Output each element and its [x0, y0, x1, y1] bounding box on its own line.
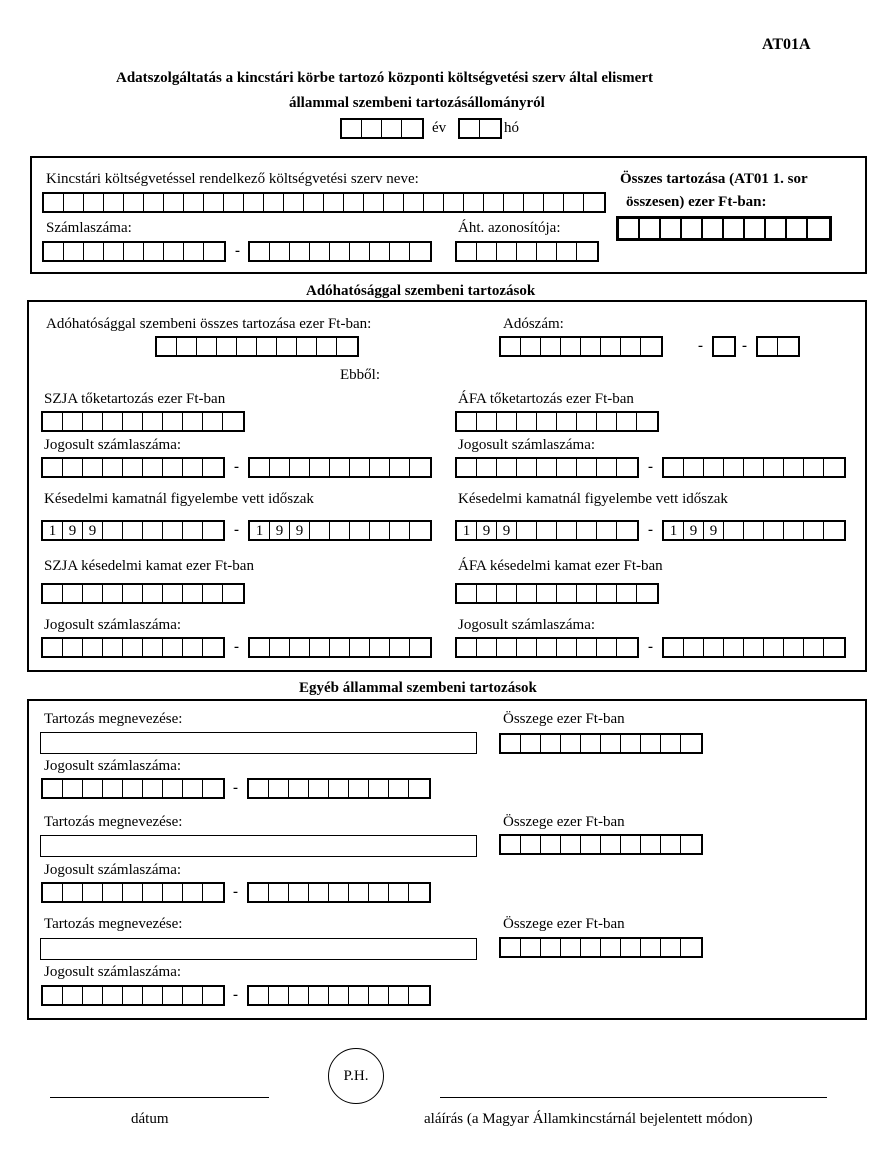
aht-label: Áht. azonosítója:	[458, 220, 561, 236]
debt-name-label: Tartozás megnevezése:	[44, 814, 183, 830]
tax-id-part1[interactable]	[499, 336, 663, 357]
beneficiary-account-part2[interactable]	[247, 778, 431, 799]
tax-id-part3[interactable]	[756, 336, 800, 357]
afa-beneficiary-label: Jogosult számlaszáma:	[458, 437, 596, 453]
other-section-heading: Egyéb állammal szembeni tartozások	[299, 680, 537, 696]
year-prefix-digit: 9	[83, 522, 103, 539]
month-field[interactable]	[458, 118, 502, 139]
afa-interest-label: ÁFA késedelmi kamat ezer Ft-ban	[458, 558, 663, 574]
tax-id-part2[interactable]	[712, 336, 736, 357]
beneficiary-account-part1[interactable]	[41, 882, 225, 903]
year-prefix-digit: 1	[250, 522, 270, 539]
signature-label: aláírás (a Magyar Államkincstárnál bejelentett módon)	[424, 1111, 753, 1127]
afa-principal-field[interactable]	[455, 411, 659, 432]
debt-name-label: Tartozás megnevezése:	[44, 916, 183, 932]
total-debt-label-2: összesen) ezer Ft-ban:	[626, 194, 767, 210]
szja-period-to[interactable]	[248, 520, 432, 541]
beneficiary-label: Jogosult számlaszáma:	[44, 964, 182, 980]
tax-id-label: Adószám:	[503, 316, 564, 332]
year-prefix-digit: 9	[704, 522, 724, 539]
tax-section-heading: Adóhatósággal szembeni tartozások	[306, 283, 536, 299]
year-prefix-digit: 9	[477, 522, 497, 539]
aht-field[interactable]	[455, 241, 599, 262]
month-label: hó	[504, 120, 519, 136]
afa-interest-beneficiary-label: Jogosult számlaszáma:	[458, 617, 596, 633]
afa-late-period-label: Késedelmi kamatnál figyelembe vett időszak	[458, 491, 728, 507]
dash: -	[234, 522, 239, 538]
amount-label: Összege ezer Ft-ban	[503, 916, 625, 932]
tax-total-field[interactable]	[155, 336, 359, 357]
year-label: év	[432, 120, 447, 136]
year-prefix-digit: 1	[43, 522, 63, 539]
page-title-line2: állammal szembeni tartozásállományról	[289, 95, 545, 111]
dash: -	[648, 522, 653, 538]
szja-interest-account-part1[interactable]	[41, 637, 225, 658]
szja-interest-label: SZJA késedelmi kamat ezer Ft-ban	[44, 558, 254, 574]
year-prefix-digit: 9	[290, 522, 310, 539]
year-prefix-digit: 9	[497, 522, 517, 539]
year-field[interactable]	[340, 118, 424, 139]
szja-interest-account-part2[interactable]	[248, 637, 432, 658]
date-label: dátum	[131, 1111, 169, 1127]
account-label: Számlaszáma:	[46, 220, 132, 236]
afa-period-from[interactable]	[455, 520, 639, 541]
year-prefix-digit: 1	[664, 522, 684, 539]
amount-field[interactable]	[499, 733, 703, 754]
debt-name-field[interactable]	[40, 835, 477, 857]
dash: -	[648, 459, 653, 475]
total-debt-field[interactable]	[616, 216, 832, 241]
total-debt-label-1: Összes tartozása (AT01 1. sor	[620, 171, 808, 187]
szja-interest-beneficiary-label: Jogosult számlaszáma:	[44, 617, 182, 633]
szja-interest-field[interactable]	[41, 583, 245, 604]
szja-account-part1[interactable]	[41, 457, 225, 478]
org-name-field[interactable]	[42, 192, 606, 213]
year-prefix-digit: 9	[684, 522, 704, 539]
dash: -	[235, 243, 240, 259]
tax-total-label: Adóhatósággal szembeni összes tartozása ezer Ft-ban:	[46, 316, 372, 332]
szja-period-from[interactable]	[41, 520, 225, 541]
year-prefix-digit: 1	[457, 522, 477, 539]
afa-interest-account-part1[interactable]	[455, 637, 639, 658]
dash: -	[234, 459, 239, 475]
date-line[interactable]	[50, 1097, 269, 1098]
amount-field[interactable]	[499, 937, 703, 958]
afa-period-to[interactable]	[662, 520, 846, 541]
debt-name-field[interactable]	[40, 938, 477, 960]
of-which-label: Ebből:	[340, 367, 380, 383]
amount-label: Összege ezer Ft-ban	[503, 814, 625, 830]
afa-interest-field[interactable]	[455, 583, 659, 604]
szja-late-period-label: Késedelmi kamatnál figyelembe vett időszak	[44, 491, 314, 507]
account-field-part1[interactable]	[42, 241, 226, 262]
dash: -	[648, 639, 653, 655]
beneficiary-account-part2[interactable]	[247, 985, 431, 1006]
beneficiary-label: Jogosult számlaszáma:	[44, 758, 182, 774]
account-field-part2[interactable]	[248, 241, 432, 262]
afa-principal-label: ÁFA tőketartozás ezer Ft-ban	[458, 391, 634, 407]
dash: -	[234, 639, 239, 655]
amount-field[interactable]	[499, 834, 703, 855]
afa-account-part1[interactable]	[455, 457, 639, 478]
szja-principal-field[interactable]	[41, 411, 245, 432]
year-prefix-digit: 9	[63, 522, 83, 539]
year-prefix-digit: 9	[270, 522, 290, 539]
beneficiary-account-part1[interactable]	[41, 778, 225, 799]
dash: -	[233, 884, 238, 900]
szja-account-part2[interactable]	[248, 457, 432, 478]
debt-name-field[interactable]	[40, 732, 477, 754]
stamp-circle: P.H.	[328, 1048, 384, 1104]
beneficiary-account-part1[interactable]	[41, 985, 225, 1006]
beneficiary-label: Jogosult számlaszáma:	[44, 862, 182, 878]
dash: -	[233, 780, 238, 796]
dash: -	[698, 338, 703, 354]
dash: -	[233, 987, 238, 1003]
org-name-label: Kincstári költségvetéssel rendelkező költségvetési szerv neve:	[46, 171, 419, 187]
amount-label: Összege ezer Ft-ban	[503, 711, 625, 727]
dash: -	[742, 338, 747, 354]
szja-principal-label: SZJA tőketartozás ezer Ft-ban	[44, 391, 226, 407]
debt-name-label: Tartozás megnevezése:	[44, 711, 183, 727]
page-title-line1: Adatszolgáltatás a kincstári körbe tartozó központi költségvetési szerv által elismert	[116, 70, 653, 86]
beneficiary-account-part2[interactable]	[247, 882, 431, 903]
afa-interest-account-part2[interactable]	[662, 637, 846, 658]
form-code: AT01A	[762, 36, 811, 53]
szja-beneficiary-label: Jogosult számlaszáma:	[44, 437, 182, 453]
afa-account-part2[interactable]	[662, 457, 846, 478]
signature-line[interactable]	[440, 1097, 827, 1098]
